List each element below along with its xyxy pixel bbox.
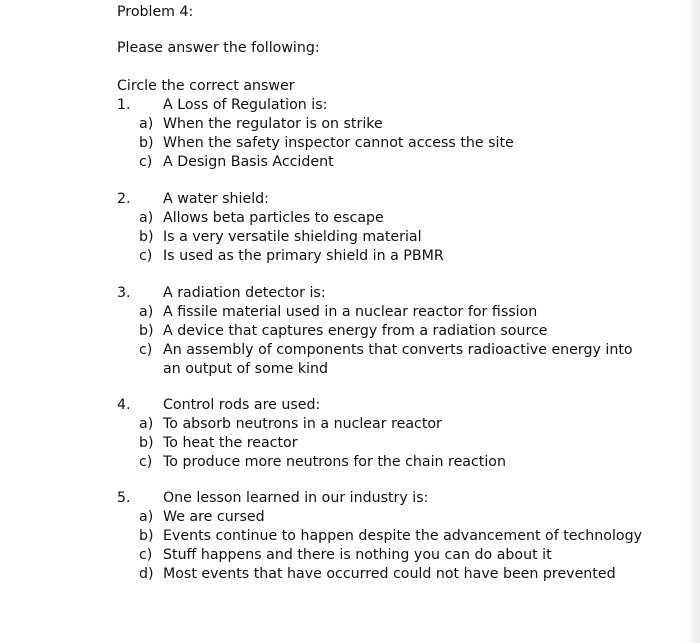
option-text: When the regulator is on strike xyxy=(163,116,383,132)
option-letter: a) xyxy=(139,304,154,320)
question-3-option-b[interactable] xyxy=(0,322,700,341)
option-text: To produce more neutrons for the chain reaction xyxy=(163,454,506,470)
option-letter: c) xyxy=(139,342,153,358)
option-text: Most events that have occurred could not have been prevented xyxy=(163,566,616,582)
question-2-number: 2. xyxy=(117,191,131,207)
option-text: Is a very versatile shielding material xyxy=(163,229,422,245)
question-1-option-c[interactable] xyxy=(0,153,700,172)
question-4 xyxy=(0,396,700,472)
instruction-text: Please answer the following: xyxy=(117,40,320,56)
question-4-option-a[interactable] xyxy=(0,415,700,434)
question-3-prompt: A radiation detector is: xyxy=(163,285,326,301)
question-5-option-b[interactable] xyxy=(0,527,700,546)
option-text: An assembly of components that converts radioactive energy into an output of some kind xyxy=(163,342,633,377)
question-4-line xyxy=(0,396,700,415)
question-3-option-c[interactable] xyxy=(0,341,700,379)
question-5-option-c[interactable] xyxy=(0,546,700,565)
direction-text: Circle the correct answer xyxy=(117,78,295,94)
option-letter: a) xyxy=(139,416,154,432)
question-5 xyxy=(0,489,700,584)
option-letter: c) xyxy=(139,547,153,563)
question-2-option-b[interactable] xyxy=(0,228,700,247)
option-letter: c) xyxy=(139,154,153,170)
option-letter: c) xyxy=(139,248,153,264)
option-text: A device that captures energy from a radiation source xyxy=(163,323,548,339)
option-text: A fissile material used in a nuclear reactor for fission xyxy=(163,304,538,320)
option-letter: a) xyxy=(139,509,154,525)
option-letter: b) xyxy=(139,435,154,451)
option-letter: d) xyxy=(139,566,154,582)
question-3-option-a[interactable] xyxy=(0,303,700,322)
problem-title: Problem 4: xyxy=(117,4,194,20)
question-1-option-a[interactable] xyxy=(0,115,700,134)
question-5-line xyxy=(0,489,700,508)
question-4-number: 4. xyxy=(117,397,131,413)
question-4-option-c[interactable] xyxy=(0,453,700,472)
question-5-prompt: One lesson learned in our industry is: xyxy=(163,490,429,506)
option-letter: b) xyxy=(139,135,154,151)
question-4-option-b[interactable] xyxy=(0,434,700,453)
question-2-line xyxy=(0,190,700,209)
question-5-option-d[interactable] xyxy=(0,565,700,584)
option-text: Stuff happens and there is nothing you can do about it xyxy=(163,547,552,563)
option-text: A Design Basis Accident xyxy=(163,154,334,170)
option-text: To heat the reactor xyxy=(163,435,298,451)
question-3-number: 3. xyxy=(117,285,131,301)
question-1-prompt: A Loss of Regulation is: xyxy=(163,97,328,113)
option-text: Events continue to happen despite the advancement of technology xyxy=(163,528,642,544)
option-text: We are cursed xyxy=(163,509,265,525)
question-3-line xyxy=(0,284,700,303)
question-1 xyxy=(0,96,700,172)
option-letter: a) xyxy=(139,210,154,226)
question-1-number: 1. xyxy=(117,97,131,113)
option-text: When the safety inspector cannot access the site xyxy=(163,135,514,151)
question-5-option-a[interactable] xyxy=(0,508,700,527)
question-2-option-a[interactable] xyxy=(0,209,700,228)
option-letter: a) xyxy=(139,116,154,132)
question-5-number: 5. xyxy=(117,490,131,506)
question-3 xyxy=(0,284,700,379)
question-4-prompt: Control rods are used: xyxy=(163,397,321,413)
question-2-prompt: A water shield: xyxy=(163,191,269,207)
question-2-option-c[interactable] xyxy=(0,247,700,266)
option-text: Is used as the primary shield in a PBMR xyxy=(163,248,444,264)
option-letter: b) xyxy=(139,528,154,544)
question-1-line xyxy=(0,96,700,115)
option-text: Allows beta particles to escape xyxy=(163,210,384,226)
option-letter: c) xyxy=(139,454,153,470)
question-1-option-b[interactable] xyxy=(0,134,700,153)
option-letter: b) xyxy=(139,323,154,339)
option-text: To absorb neutrons in a nuclear reactor xyxy=(163,416,442,432)
question-2 xyxy=(0,190,700,266)
option-letter: b) xyxy=(139,229,154,245)
